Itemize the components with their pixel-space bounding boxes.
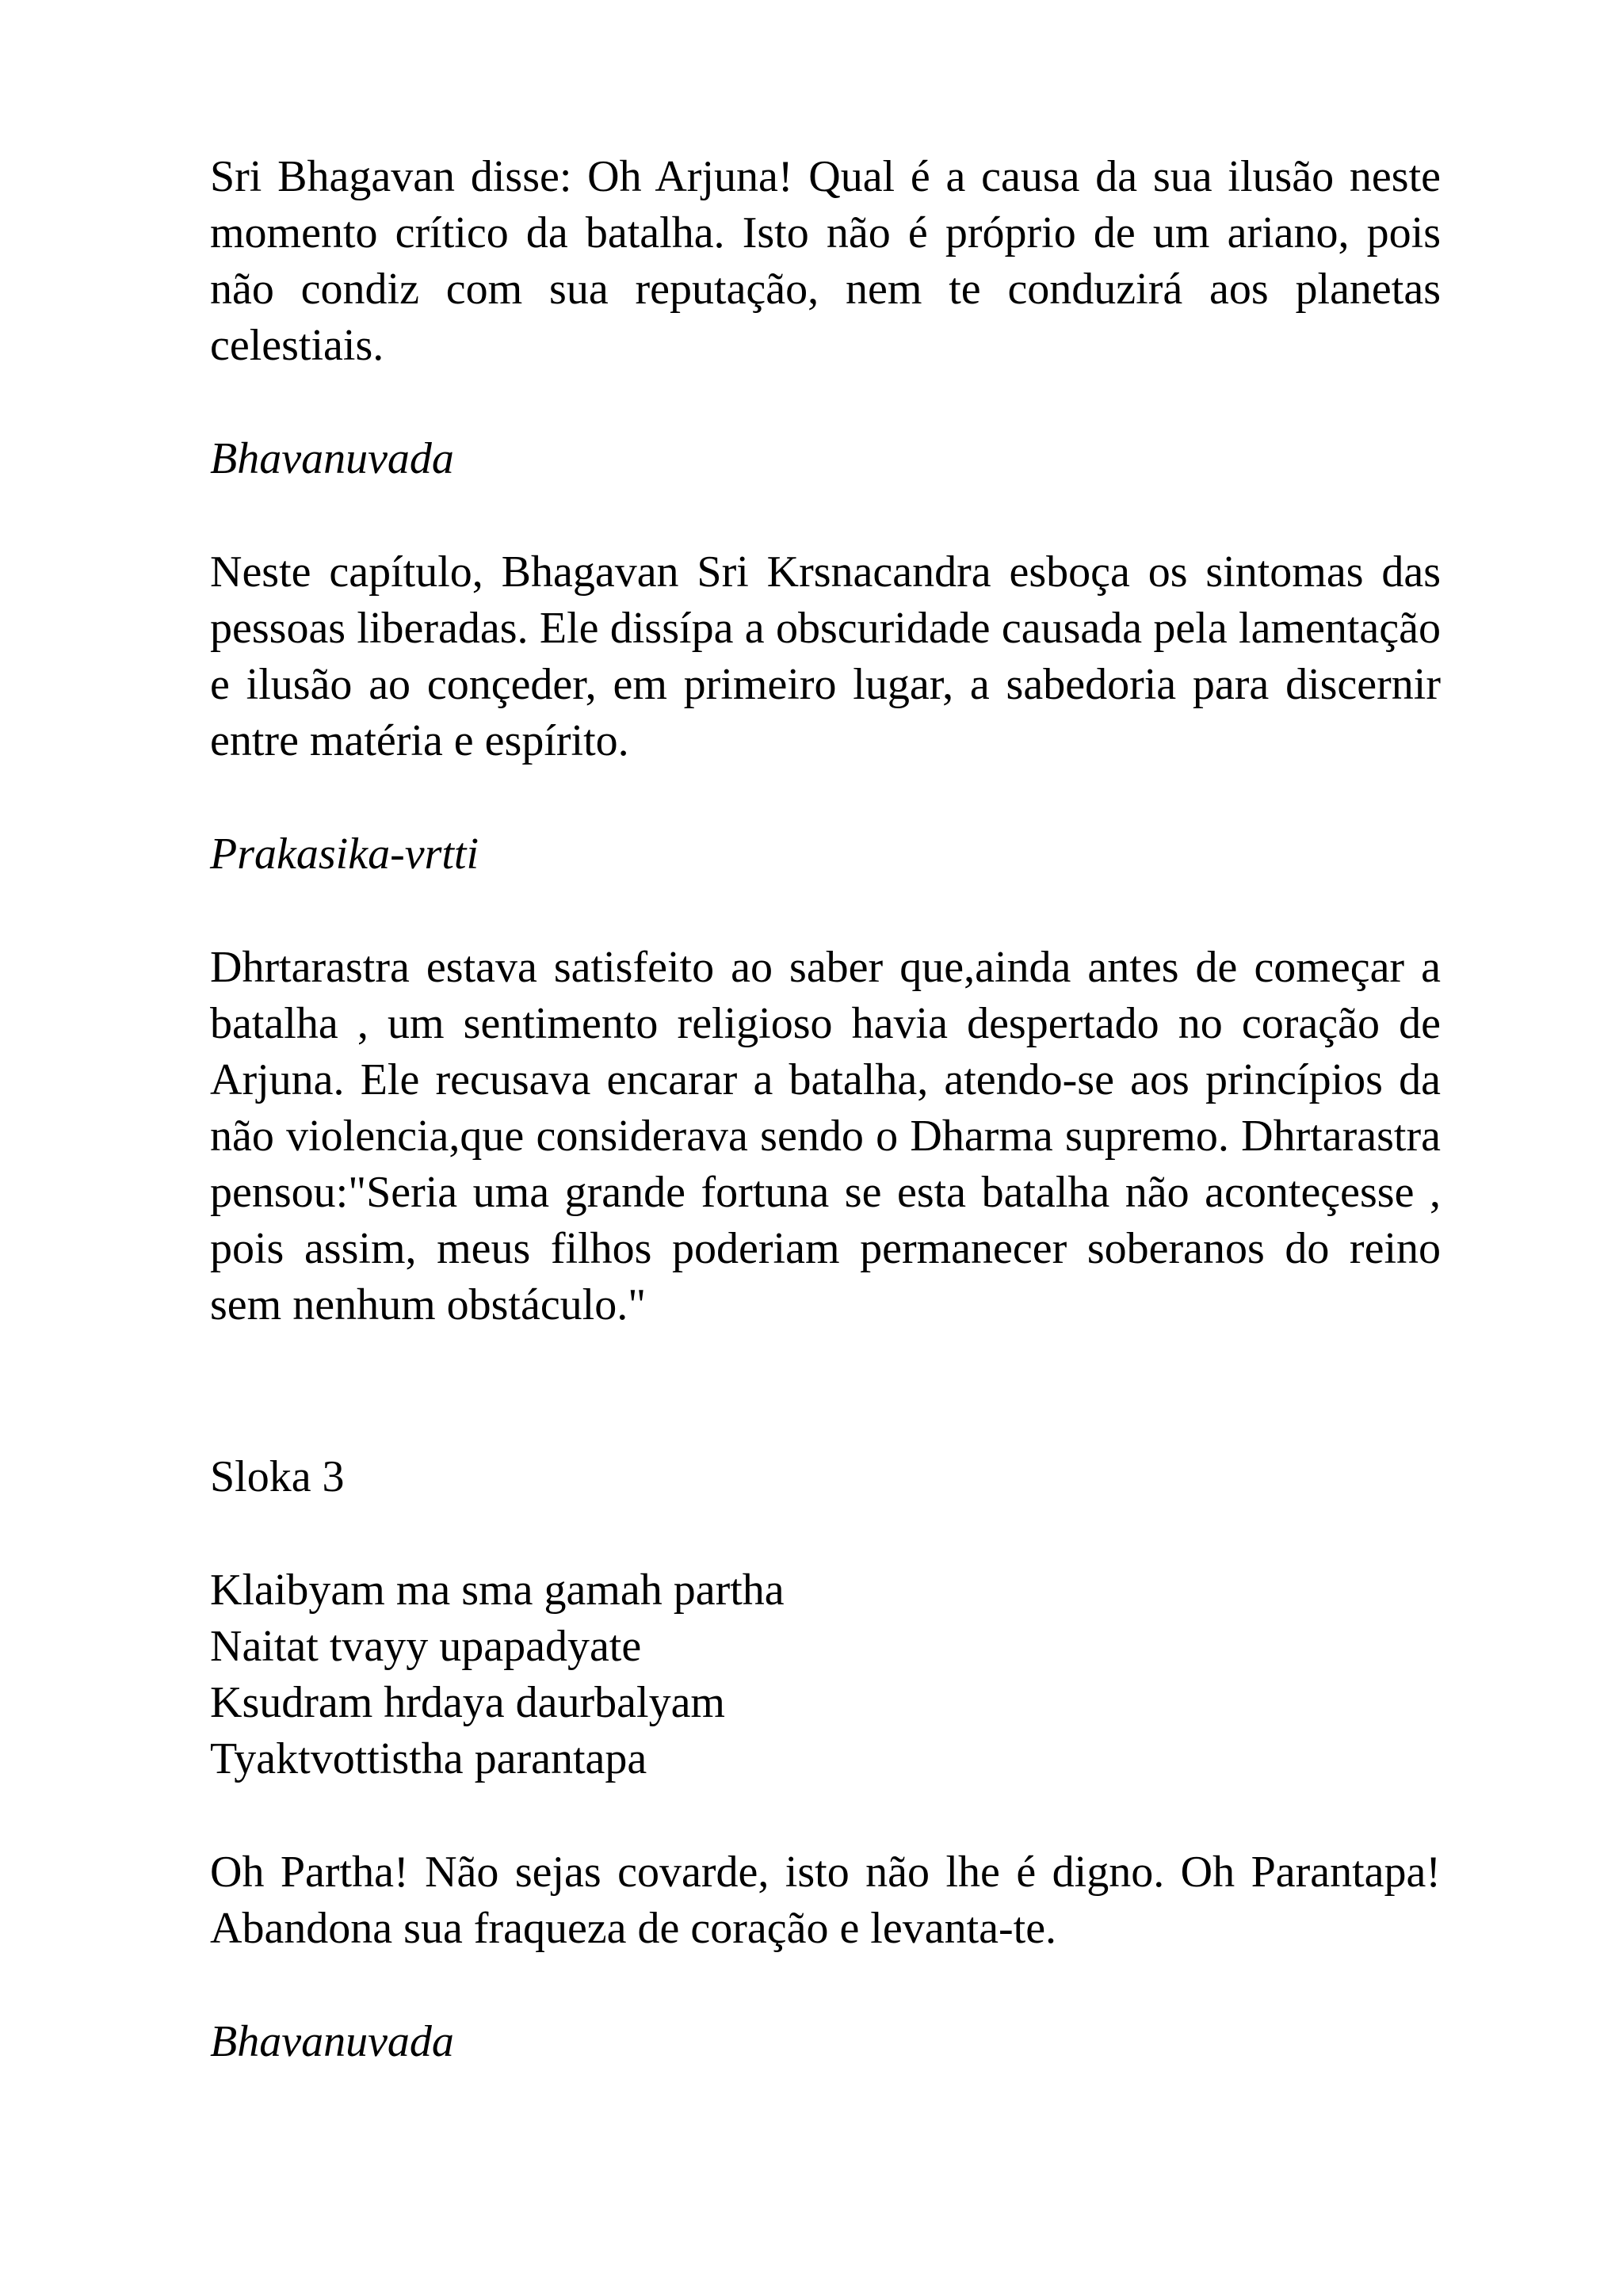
sloka-verse xyxy=(210,1562,1441,1787)
paragraph-prakasika-vrtti: Dhrtarastra estava satisfeito ao saber que,ainda antes de começar a batalha , um sentimento religioso havia despertado no coração de Arjuna. Ele recusava encarar a batalha, atendo-se aos princípios da não violencia,que considerava sendo o Dharma supremo. Dhrtarastra pensou:"Seria uma grande fortuna se esta batalha não aconteçesse , pois assim, meus filhos poderiam permanecer soberanos do reino sem nenhum obstáculo." xyxy=(210,943,1441,1329)
verse-line-2: Naitat tvayy upapadyate xyxy=(210,1622,642,1671)
section-heading-prakasika-vrtti: Prakasika-vrtti xyxy=(210,830,479,879)
verse-line-3: Ksudram hrdaya daurbalyam xyxy=(210,1678,725,1727)
verse-line-4: Tyaktvottistha parantapa xyxy=(210,1734,647,1783)
sloka-heading: Sloka 3 xyxy=(210,1452,345,1501)
section-heading-bhavanuvada-2: Bhavanuvada xyxy=(210,2017,454,2066)
section-heading-bhavanuvada: Bhavanuvada xyxy=(210,434,454,483)
paragraph-bhavanuvada: Neste capítulo, Bhagavan Sri Krsnacandra esboça os sintomas das pessoas liberadas. Ele dissípa a obscuridade causada pela lamentação e ilusão ao conçeder, em primeiro lugar, a sabedoria para discernir entre matéria e espírito. xyxy=(210,547,1441,765)
verse-line-1: Klaibyam ma sma gamah partha xyxy=(210,1566,785,1615)
paragraph-sloka-translation: Oh Partha! Não sejas covarde, isto não lhe é digno. Oh Parantapa! Abandona sua fraqueza de coração e levanta-te. xyxy=(210,1848,1441,1953)
paragraph-translation: Sri Bhagavan disse: Oh Arjuna! Qual é a causa da sua ilusão neste momento crítico da batalha. Isto não é próprio de um ariano, pois não condiz com sua reputação, nem te conduzirá aos planetas celestiais. xyxy=(210,152,1441,370)
document-page xyxy=(210,149,1441,2070)
